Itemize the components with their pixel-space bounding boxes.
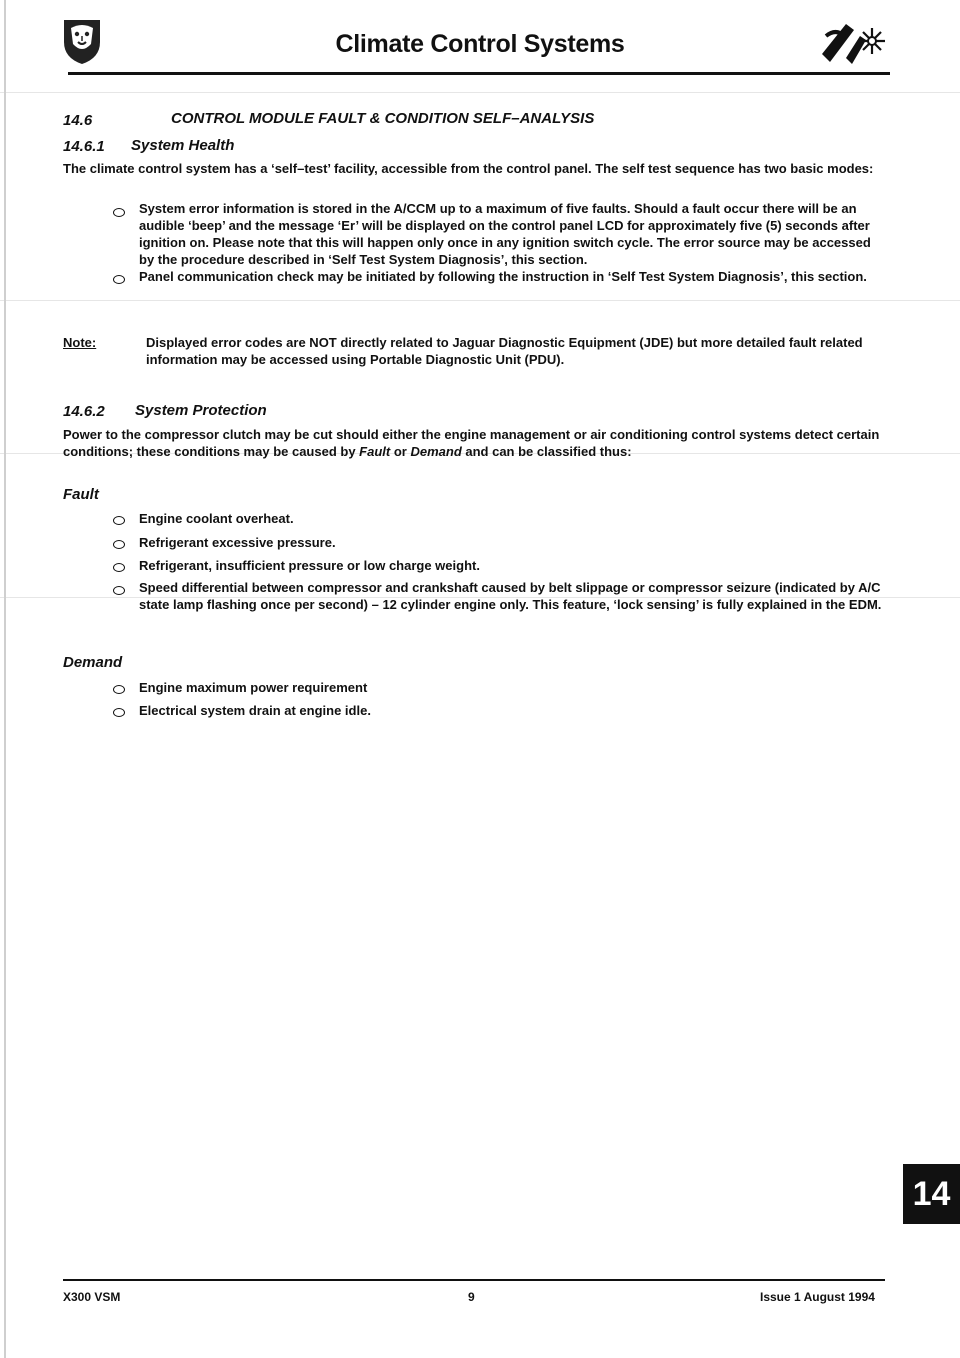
bullet-icon bbox=[113, 516, 125, 525]
section-title: CONTROL MODULE FAULT & CONDITION SELF–ANALYSIS bbox=[171, 110, 595, 127]
subsection-number: 14.6.2 bbox=[63, 403, 105, 420]
demand-heading: Demand bbox=[63, 654, 123, 671]
header-rule bbox=[68, 72, 890, 75]
fault-bullet: Refrigerant, insufficient pressure or low charge weight. bbox=[139, 558, 480, 573]
demand-bullet: Engine maximum power requirement bbox=[139, 680, 368, 695]
note-text: Displayed error codes are NOT directly related to Jaguar Diagnostic Equipment (JDE) but more detailed fault related information may be accessed using Portable Diagnostic Unit (PDU). bbox=[146, 335, 863, 367]
protection-intro-c: and can be classified thus: bbox=[461, 444, 632, 459]
protection-intro bbox=[63, 426, 885, 460]
demand-word: Demand bbox=[410, 444, 462, 459]
fault-bullet: Refrigerant excessive pressure. bbox=[139, 535, 336, 550]
note-label: Note: bbox=[63, 335, 97, 350]
scan-edge bbox=[4, 0, 6, 1358]
bullet-icon bbox=[113, 275, 125, 284]
scan-line bbox=[0, 300, 960, 301]
footer-rule bbox=[63, 1279, 885, 1281]
bullet-icon bbox=[113, 685, 125, 694]
page-header-title: Climate Control Systems bbox=[335, 30, 625, 58]
subsection-title: System Protection bbox=[135, 402, 267, 419]
footer-right: Issue 1 August 1994 bbox=[760, 1290, 875, 1304]
fault-heading: Fault bbox=[63, 486, 99, 503]
subsection-number: 14.6.1 bbox=[63, 138, 105, 155]
section-tab-label: 14 bbox=[912, 1175, 951, 1213]
bullet-icon bbox=[113, 540, 125, 549]
subsection-title: System Health bbox=[131, 137, 235, 154]
scan-line bbox=[0, 92, 960, 93]
fault-bullet: Engine coolant overheat. bbox=[139, 511, 294, 526]
health-bullet: System error information is stored in the A/CCM up to a maximum of five faults. Should a fault occur there will be an audible ‘beep’ and the message ‘Er’ will be displayed on the control panel LCD for approximately five (5) seconds after ignition on. Please note that this will happen only once in any ignition switch cycle. The error source may be accessed by the procedure described in ‘Self Test System Diagnosis’, this section. bbox=[139, 201, 871, 267]
demand-bullet: Electrical system drain at engine idle. bbox=[139, 703, 371, 718]
footer-page-number: 9 bbox=[468, 1290, 475, 1304]
footer-left: X300 VSM bbox=[63, 1290, 121, 1304]
health-intro: The climate control system has a ‘self–test’ facility, accessible from the control panel. The self test sequence has two basic modes: bbox=[63, 161, 874, 176]
protection-intro-a: Power to the compressor clutch may be cut should either the engine management or air conditioning control systems detect certain conditions; these conditions may be caused by bbox=[63, 427, 880, 459]
climate-fan-snowflake-icon bbox=[816, 14, 888, 72]
protection-intro-b: or bbox=[390, 444, 411, 459]
section-tab bbox=[903, 1164, 960, 1224]
fault-word: Fault bbox=[359, 444, 391, 459]
bullet-icon bbox=[113, 586, 125, 595]
bullet-icon bbox=[113, 708, 125, 717]
health-bullet: Panel communication check may be initiated by following the instruction in ‘Self Test System Diagnosis’, this section. bbox=[139, 269, 867, 284]
section-number: 14.6 bbox=[63, 112, 93, 129]
fault-bullet: Speed differential between compressor and crankshaft caused by belt slippage or compressor seizure (indicated by A/C state lamp flashing once per second) – 12 cylinder engine only. This feature, ‘lock sensing’ is fully explained in the EDM. bbox=[139, 580, 882, 612]
bullet-icon bbox=[113, 563, 125, 572]
bullet-icon bbox=[113, 208, 125, 217]
